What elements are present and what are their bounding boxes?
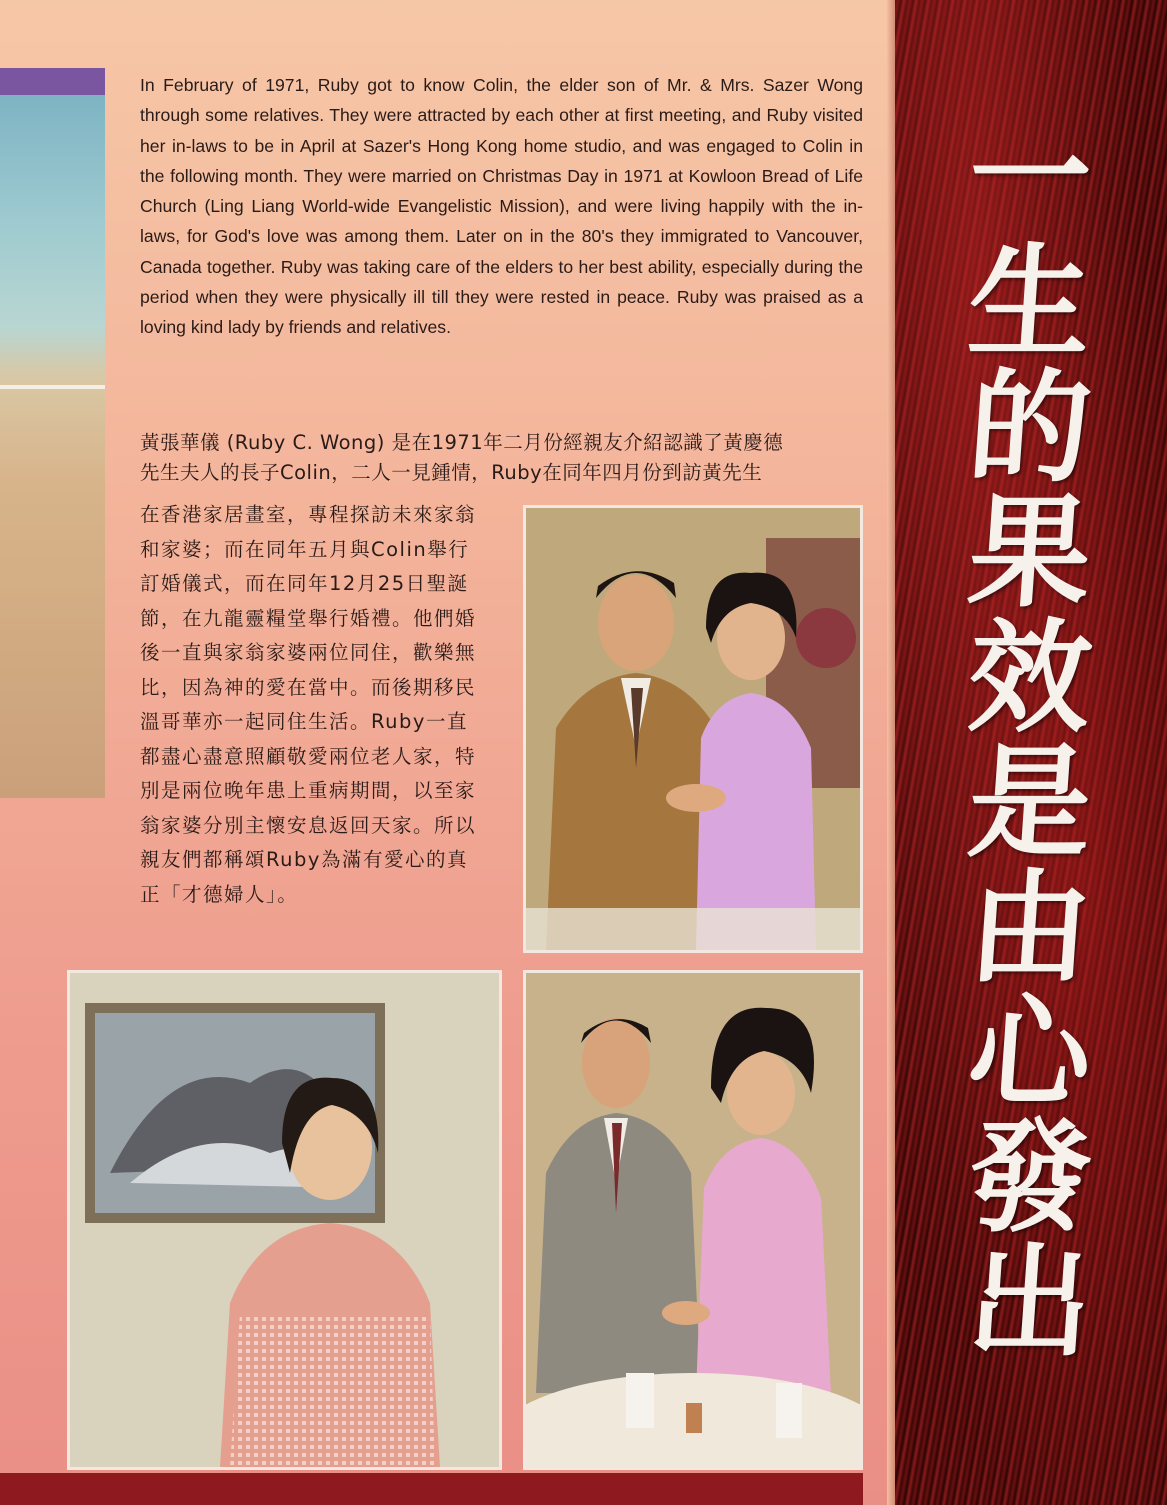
chinese-line: 先生夫人的長子Colin，二人一見鍾情，Ruby在同年四月份到訪黃先生 bbox=[140, 461, 763, 484]
calligraphy-title bbox=[920, 105, 1140, 1374]
woman-portrait-illustration bbox=[70, 973, 499, 1467]
couple-photo-engagement bbox=[523, 505, 863, 953]
chinese-line: 訂婚儀式，而在同年12月25日聖誕 bbox=[140, 572, 469, 595]
bottom-bar bbox=[0, 1473, 863, 1505]
calligraphy-panel bbox=[895, 0, 1167, 1505]
couple-photo-table bbox=[523, 970, 863, 1470]
chinese-line: 黃張華儀 (Ruby C. Wong) 是在1971年二月份經親友介紹認識了黃慶德 bbox=[140, 431, 784, 454]
chinese-line: 後一直與家翁家婆兩位同住，歡樂無 bbox=[140, 641, 477, 664]
calligraphy-char: 一 bbox=[964, 105, 1097, 249]
chinese-paragraph-wrapped bbox=[140, 498, 520, 912]
chinese-line: 正「才德婦人」。 bbox=[140, 882, 299, 906]
chinese-line: 在香港家居畫室，專程探訪未來家翁 bbox=[140, 503, 477, 526]
chinese-line: 比，因為神的愛在當中。而後期移民 bbox=[140, 675, 477, 699]
couple-table-illustration bbox=[526, 973, 860, 1467]
chinese-line: 親友們都稱頌Ruby為滿有愛心的真 bbox=[140, 848, 468, 871]
woman-portrait-photo bbox=[67, 970, 502, 1470]
chinese-line: 翁家婆分別主懷安息返回天家。所以 bbox=[140, 813, 477, 837]
chinese-paragraph-top bbox=[140, 428, 863, 488]
calligraphy-char: 出 bbox=[964, 1230, 1097, 1374]
calligraphy-char: 果 bbox=[964, 480, 1097, 624]
calligraphy-char: 發 bbox=[964, 1105, 1097, 1249]
chinese-line: 和家婆；而在同年五月與Colin舉行 bbox=[140, 537, 470, 561]
chinese-line: 溫哥華亦一起同住生活。Ruby一直 bbox=[140, 710, 468, 733]
calligraphy-char: 效 bbox=[964, 605, 1097, 749]
calligraphy-char: 心 bbox=[964, 980, 1097, 1124]
calligraphy-char: 生 bbox=[964, 230, 1097, 374]
chinese-line: 都盡心盡意照顧敬愛兩位老人家，特 bbox=[140, 744, 477, 768]
english-paragraph: In February of 1971, Ruby got to know Colin, the elder son of Mr. & Mrs. Sazer Wong through some relatives. They were attracted by each other at first meeting, and Ruby visited her in-laws to be in April at Sazer's Hong Kong home studio, and was engaged to Colin in the following month. They were married on Christmas Day in 1971 at Kowloon Bread of Life Church (Ling Liang World-wide Evangelistic Mission), and were living happily with the in-laws, for God's love was among them. Later on in the 80's they immigrated to Vancouver, Canada together. Ruby was taking care of the elders to her best ability, especially during the period when they were physically ill till they were rested in peace. Ruby was praised as a loving kind lady by friends and relatives. bbox=[140, 75, 863, 338]
left-beach-photo bbox=[0, 68, 105, 798]
panel-separator bbox=[887, 0, 895, 1505]
couple-engagement-illustration bbox=[526, 508, 860, 950]
calligraphy-char: 的 bbox=[964, 355, 1097, 499]
chinese-line: 節，在九龍靈糧堂舉行婚禮。他們婚 bbox=[140, 606, 477, 630]
chinese-line: 別是兩位晚年患上重病期間，以至家 bbox=[140, 779, 477, 802]
calligraphy-char: 由 bbox=[964, 855, 1097, 999]
calligraphy-char: 是 bbox=[964, 730, 1097, 874]
